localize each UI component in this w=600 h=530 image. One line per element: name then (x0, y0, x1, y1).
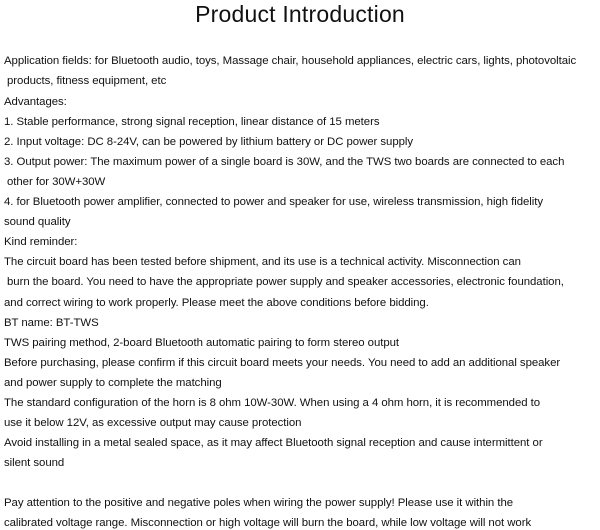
text-line: silent sound (4, 457, 65, 469)
text-line: products, fitness equipment, etc (7, 75, 167, 87)
text-line: burn the board. You need to have the appropriate power supply and speaker accessories, electronic foundation, (7, 276, 564, 288)
text-line: Pay attention to the positive and negative poles when wiring the power supply! Please use it within the (4, 497, 514, 509)
text-line: other for 30W+30W (7, 176, 106, 188)
text-line: Application fields: for Bluetooth audio, toys, Massage chair, household appliances, electric cars, lights, photovoltaic (4, 55, 577, 67)
text-line: Advantages: (4, 96, 67, 108)
text-line: Avoid installing in a metal sealed space, as it may affect Bluetooth signal reception and cause intermittent or (4, 437, 543, 449)
text-line: 4. for Bluetooth power amplifier, connected to power and speaker for use, wireless transmission, high fidelity (4, 196, 543, 208)
text-line: BT name: BT-TWS (4, 317, 99, 329)
text-line: Before purchasing, please confirm if this circuit board meets your needs. You need to add an additional speaker (4, 357, 561, 369)
text-line: 2. Input voltage: DC 8-24V, can be powered by lithium battery or DC power supply (4, 136, 414, 148)
text-line: and power supply to complete the matching (4, 377, 222, 389)
text-line: use it below 12V, as excessive output may cause protection (4, 417, 302, 429)
text-line: and correct wiring to work properly. Please meet the above conditions before bidding. (4, 297, 429, 309)
text-line: The circuit board has been tested before shipment, and its use is a technical activity. Misconnection can (4, 256, 521, 268)
text-line: 3. Output power: The maximum power of a single board is 30W, and the TWS two boards are connected to each (4, 156, 565, 168)
text-line: Kind reminder: (4, 236, 78, 248)
text-line: sound quality (4, 216, 71, 228)
text-line: The standard configuration of the horn is 8 ohm 10W-30W. When using a 4 ohm horn, it is recommended to (4, 397, 541, 409)
page-title: Product Introduction (195, 1, 405, 27)
text-line: calibrated voltage range. Misconnection or high voltage will burn the board, while low voltage will not work (4, 517, 532, 529)
text-line: TWS pairing method, 2-board Bluetooth automatic pairing to form stereo output (4, 337, 400, 349)
text-line: 1. Stable performance, strong signal reception, linear distance of 15 meters (4, 116, 380, 128)
